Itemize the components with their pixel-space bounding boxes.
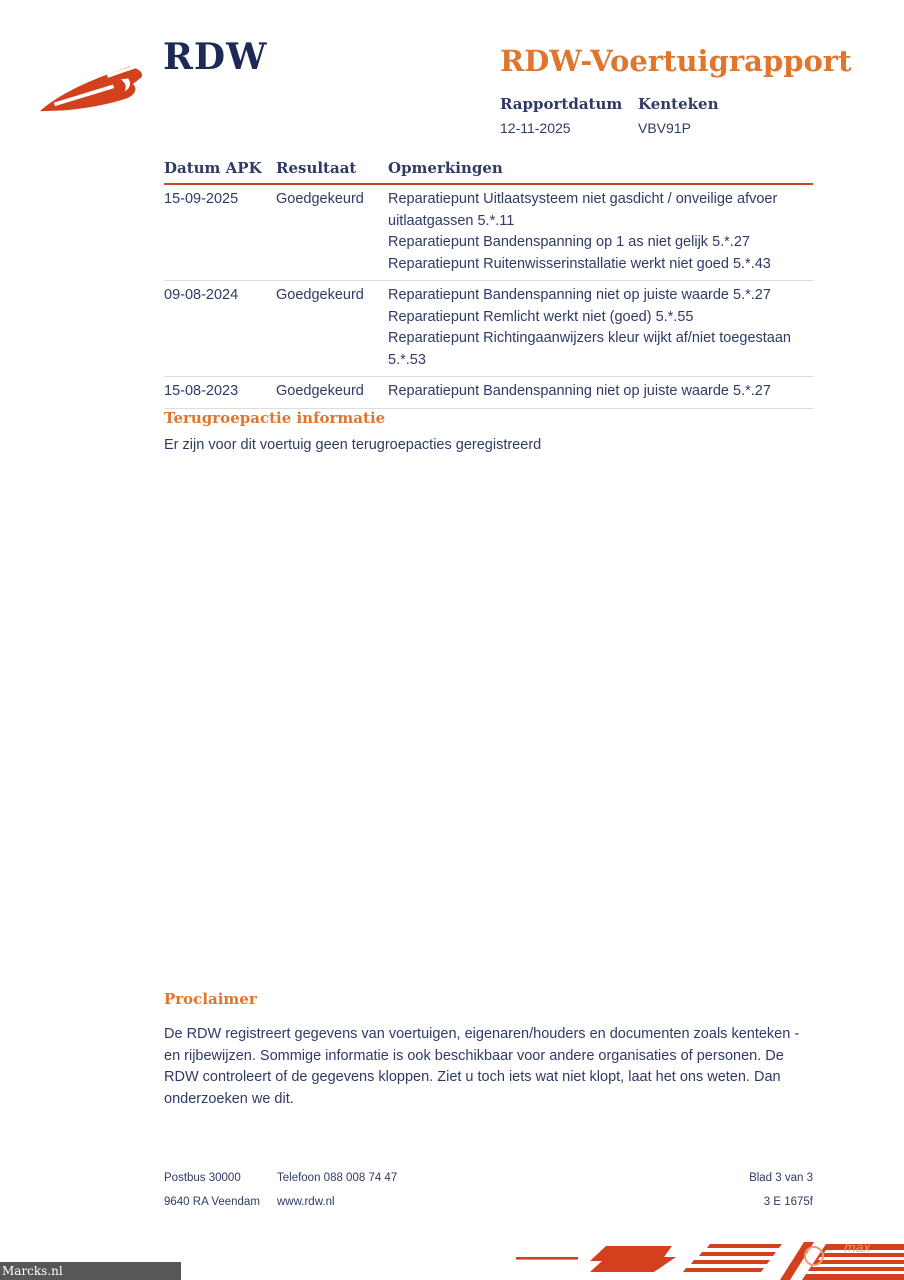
rapportdatum-field	[500, 95, 638, 136]
terugroepactie-heading: Terugroepactie informatie	[164, 409, 386, 427]
resultaat-cell: Goedgekeurd	[276, 287, 364, 303]
opmerkingen-cell	[388, 381, 813, 403]
kenteken-label: Kenteken	[638, 95, 719, 113]
kenteken-field	[638, 95, 776, 136]
footer-page-indicator: Blad 3 van 3	[749, 1172, 813, 1184]
remark-line: Reparatiepunt Remlicht werkt niet (goed) 5.*.55	[388, 308, 694, 325]
resultaat-cell: Goedgekeurd	[276, 191, 364, 207]
rapportdatum-value: 12-11-2025	[500, 120, 571, 136]
table-row	[164, 281, 813, 377]
kenteken-value: VBV91P	[638, 120, 691, 136]
rapportdatum-label: Rapportdatum	[500, 95, 623, 113]
datum-apk-cell: 15-09-2025	[164, 191, 239, 207]
table-header-row	[164, 159, 813, 185]
footer-website: www.rdw.nl	[277, 1196, 335, 1208]
rdw-logo-icon	[38, 50, 160, 120]
report-meta	[500, 95, 776, 136]
proclaimer-heading: Proclaimer	[164, 990, 257, 1008]
page-footer	[164, 1172, 813, 1208]
proclaimer-body: De RDW registreert gegevens van voertuigen, eigenaren/houders en documenten zoals kenteken - en rijbewijzen. Sommige informatie is ook beschikbaar voor andere organisaties of personen. De RDW controleert of de gegevens kloppen. Ziet u toch iets wat niet klopt, laat het ons weten. Dan onderzoeken we dit.	[164, 1026, 800, 1107]
footer-address-line1: Postbus 30000	[164, 1172, 241, 1184]
terugroepactie-body: Er zijn voor dit voertuig geen terugroepacties geregistreerd	[164, 437, 542, 453]
table-row	[164, 185, 813, 281]
resultaat-cell: Goedgekeurd	[276, 383, 364, 399]
datum-apk-cell: 15-08-2023	[164, 383, 239, 399]
graphic-watermark-text: max	[844, 1239, 871, 1255]
footer-phone: Telefoon 088 008 74 47	[277, 1172, 398, 1184]
remark-line: Reparatiepunt Bandenspanning op 1 as niet gelijk 5.*.27	[388, 234, 750, 250]
footer-stripes-graphic	[514, 1238, 904, 1280]
footer-address-line2: 9640 RA Veendam	[164, 1196, 260, 1208]
apk-table-rows	[164, 185, 813, 409]
proclaimer-section	[164, 990, 814, 1110]
site-watermark: Marcks.nl	[0, 1262, 181, 1280]
remark-line: Reparatiepunt Uitlaatsysteem niet gasdicht / onveilige afvoer uitlaatgassen 5.*.11	[388, 191, 778, 229]
column-header-opmerkingen: Opmerkingen	[388, 159, 503, 177]
remark-line: Reparatiepunt Bandenspanning niet op juiste waarde 5.*.27	[388, 287, 771, 303]
opmerkingen-cell	[388, 189, 813, 275]
remark-line: Reparatiepunt Ruitenwisserinstallatie werkt niet goed 5.*.43	[388, 255, 771, 272]
column-header-datum: Datum APK	[164, 159, 262, 177]
column-header-resultaat: Resultaat	[276, 159, 357, 177]
remark-line: Reparatiepunt Richtingaanwijzers kleur wijkt af/niet toegestaan 5.*.53	[388, 330, 791, 368]
footer-form-code: 3 E 1675f	[763, 1196, 813, 1208]
datum-apk-cell: 09-08-2024	[164, 287, 239, 303]
apk-history-table	[164, 159, 813, 409]
page-title: RDW-Voertuigrapport	[500, 44, 852, 78]
terugroepactie-section	[164, 409, 814, 453]
table-row	[164, 377, 813, 409]
rdw-wordmark: RDW	[163, 36, 268, 78]
remark-line: Reparatiepunt Bandenspanning niet op juiste waarde 5.*.27	[388, 383, 771, 399]
opmerkingen-cell	[388, 285, 813, 371]
